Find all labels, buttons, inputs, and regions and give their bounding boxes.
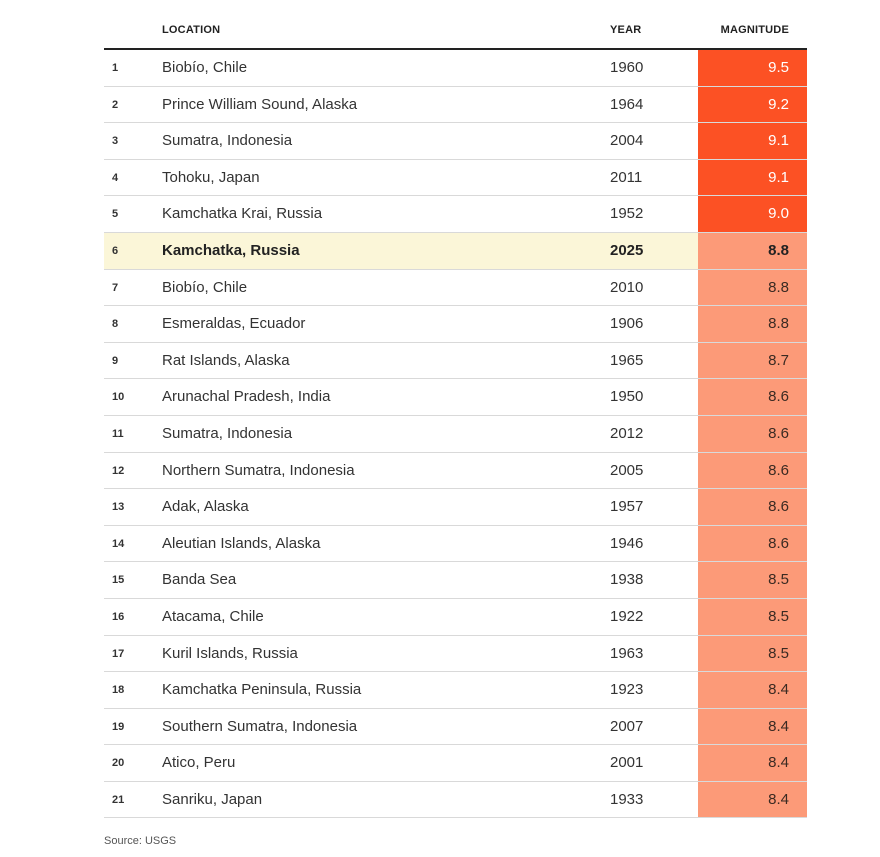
location-cell: Kamchatka Krai, Russia [162, 205, 323, 223]
rank-cell: 14 [112, 537, 125, 550]
table-row [104, 160, 807, 197]
rank-cell: 16 [112, 610, 125, 623]
magnitude-cell: 8.5 [698, 636, 807, 672]
header-location: LOCATION [162, 24, 221, 36]
table-row [104, 709, 807, 746]
location-cell: Sumatra, Indonesia [162, 132, 293, 150]
rank-cell: 8 [112, 318, 119, 331]
magnitude-cell: 8.4 [698, 782, 807, 818]
rank-cell: 21 [112, 793, 125, 806]
year-cell: 1938 [610, 571, 644, 589]
magnitude-cell: 8.4 [698, 745, 807, 781]
table-row [104, 672, 807, 709]
location-cell: Tohoku, Japan [162, 168, 260, 186]
location-cell: Sumatra, Indonesia [162, 424, 293, 442]
location-cell: Atico, Peru [162, 754, 236, 772]
location-cell: Biobío, Chile [162, 59, 248, 76]
rank-cell: 3 [112, 135, 119, 148]
year-cell: 2011 [610, 168, 643, 186]
rank-cell: 9 [112, 354, 119, 367]
magnitude-cell: 9.0 [698, 196, 807, 232]
magnitude-cell: 8.6 [698, 416, 807, 452]
year-cell: 1965 [610, 351, 644, 369]
magnitude-cell: 9.5 [698, 50, 807, 86]
year-cell: 1964 [610, 95, 644, 113]
year-cell: 2007 [610, 717, 644, 735]
table-row [104, 636, 807, 673]
year-cell: 1960 [610, 59, 644, 76]
magnitude-cell: 8.4 [698, 672, 807, 708]
table-row [104, 562, 807, 599]
year-cell: 1963 [610, 644, 644, 662]
year-cell: 1950 [610, 388, 644, 406]
magnitude-cell: 9.2 [698, 87, 807, 123]
year-cell: 2012 [610, 424, 644, 442]
year-cell: 1922 [610, 607, 644, 625]
rank-cell: 18 [112, 684, 125, 697]
table-body [104, 50, 807, 818]
earthquake-table [104, 12, 807, 818]
year-cell: 2001 [610, 754, 644, 772]
magnitude-cell: 8.6 [698, 379, 807, 415]
rank-cell: 2 [112, 98, 119, 111]
table-row [104, 416, 807, 453]
rank-cell: 17 [112, 647, 125, 660]
location-cell: Southern Sumatra, Indonesia [162, 717, 358, 735]
table-row [104, 87, 807, 124]
table-row [104, 196, 807, 233]
magnitude-cell: 8.6 [698, 489, 807, 525]
location-cell: Atacama, Chile [162, 607, 264, 625]
rank-cell: 11 [112, 427, 124, 440]
year-cell: 1933 [610, 790, 644, 808]
year-cell: 1946 [610, 534, 644, 552]
magnitude-cell: 8.6 [698, 453, 807, 489]
table-row [104, 599, 807, 636]
table-row [104, 123, 807, 160]
magnitude-cell: 8.7 [698, 343, 807, 379]
table-row [104, 306, 807, 343]
table-row [104, 270, 807, 307]
rank-cell: 20 [112, 757, 125, 770]
magnitude-cell: 8.8 [698, 233, 807, 269]
year-cell: 1923 [610, 681, 644, 699]
rank-cell: 7 [112, 281, 119, 294]
table-row [104, 526, 807, 563]
rank-cell: 10 [112, 391, 125, 404]
rank-cell: 6 [112, 244, 119, 257]
location-cell: Rat Islands, Alaska [162, 351, 290, 369]
rank-cell: 13 [112, 501, 125, 514]
location-cell: Arunachal Pradesh, India [162, 388, 331, 406]
magnitude-cell: 8.8 [698, 306, 807, 342]
header-magnitude: MAGNITUDE [720, 24, 789, 36]
year-cell: 2004 [610, 132, 644, 150]
rank-cell: 15 [112, 574, 125, 587]
table-header [104, 12, 807, 50]
rank-cell: 4 [112, 171, 119, 184]
rank-cell: 1 [112, 62, 119, 74]
rank-cell: 19 [112, 720, 125, 733]
year-cell: 1906 [610, 315, 644, 333]
year-cell: 2025 [610, 241, 644, 259]
location-cell: Biobío, Chile [162, 278, 248, 296]
table-row [104, 453, 807, 490]
table-row [104, 233, 807, 270]
table-row [104, 379, 807, 416]
table-row [104, 782, 807, 819]
year-cell: 2005 [610, 461, 644, 479]
location-cell: Kamchatka, Russia [162, 241, 300, 259]
magnitude-cell: 8.6 [698, 526, 807, 562]
location-cell: Esmeraldas, Ecuador [162, 315, 306, 333]
location-cell: Banda Sea [162, 571, 237, 589]
location-cell: Northern Sumatra, Indonesia [162, 461, 355, 479]
magnitude-cell: 9.1 [698, 123, 807, 159]
magnitude-cell: 8.5 [698, 562, 807, 598]
year-cell: 1957 [610, 498, 644, 516]
magnitude-cell: 9.1 [698, 160, 807, 196]
magnitude-cell: 8.5 [698, 599, 807, 635]
location-cell: Prince William Sound, Alaska [162, 95, 358, 113]
year-cell: 2010 [610, 278, 644, 296]
location-cell: Sanriku, Japan [162, 790, 263, 808]
location-cell: Kamchatka Peninsula, Russia [162, 681, 362, 699]
location-cell: Aleutian Islands, Alaska [162, 534, 321, 552]
table-row [104, 745, 807, 782]
table-row [104, 343, 807, 380]
rank-cell: 5 [112, 208, 119, 221]
header-year: YEAR [610, 24, 642, 36]
table-row [104, 50, 807, 87]
magnitude-cell: 8.8 [698, 270, 807, 306]
table-row [104, 489, 807, 526]
rank-cell: 12 [112, 464, 125, 477]
magnitude-cell: 8.4 [698, 709, 807, 745]
location-cell: Adak, Alaska [162, 498, 249, 516]
location-cell: Kuril Islands, Russia [162, 644, 298, 662]
source-note: Source: USGS [104, 835, 177, 847]
year-cell: 1952 [610, 205, 644, 223]
